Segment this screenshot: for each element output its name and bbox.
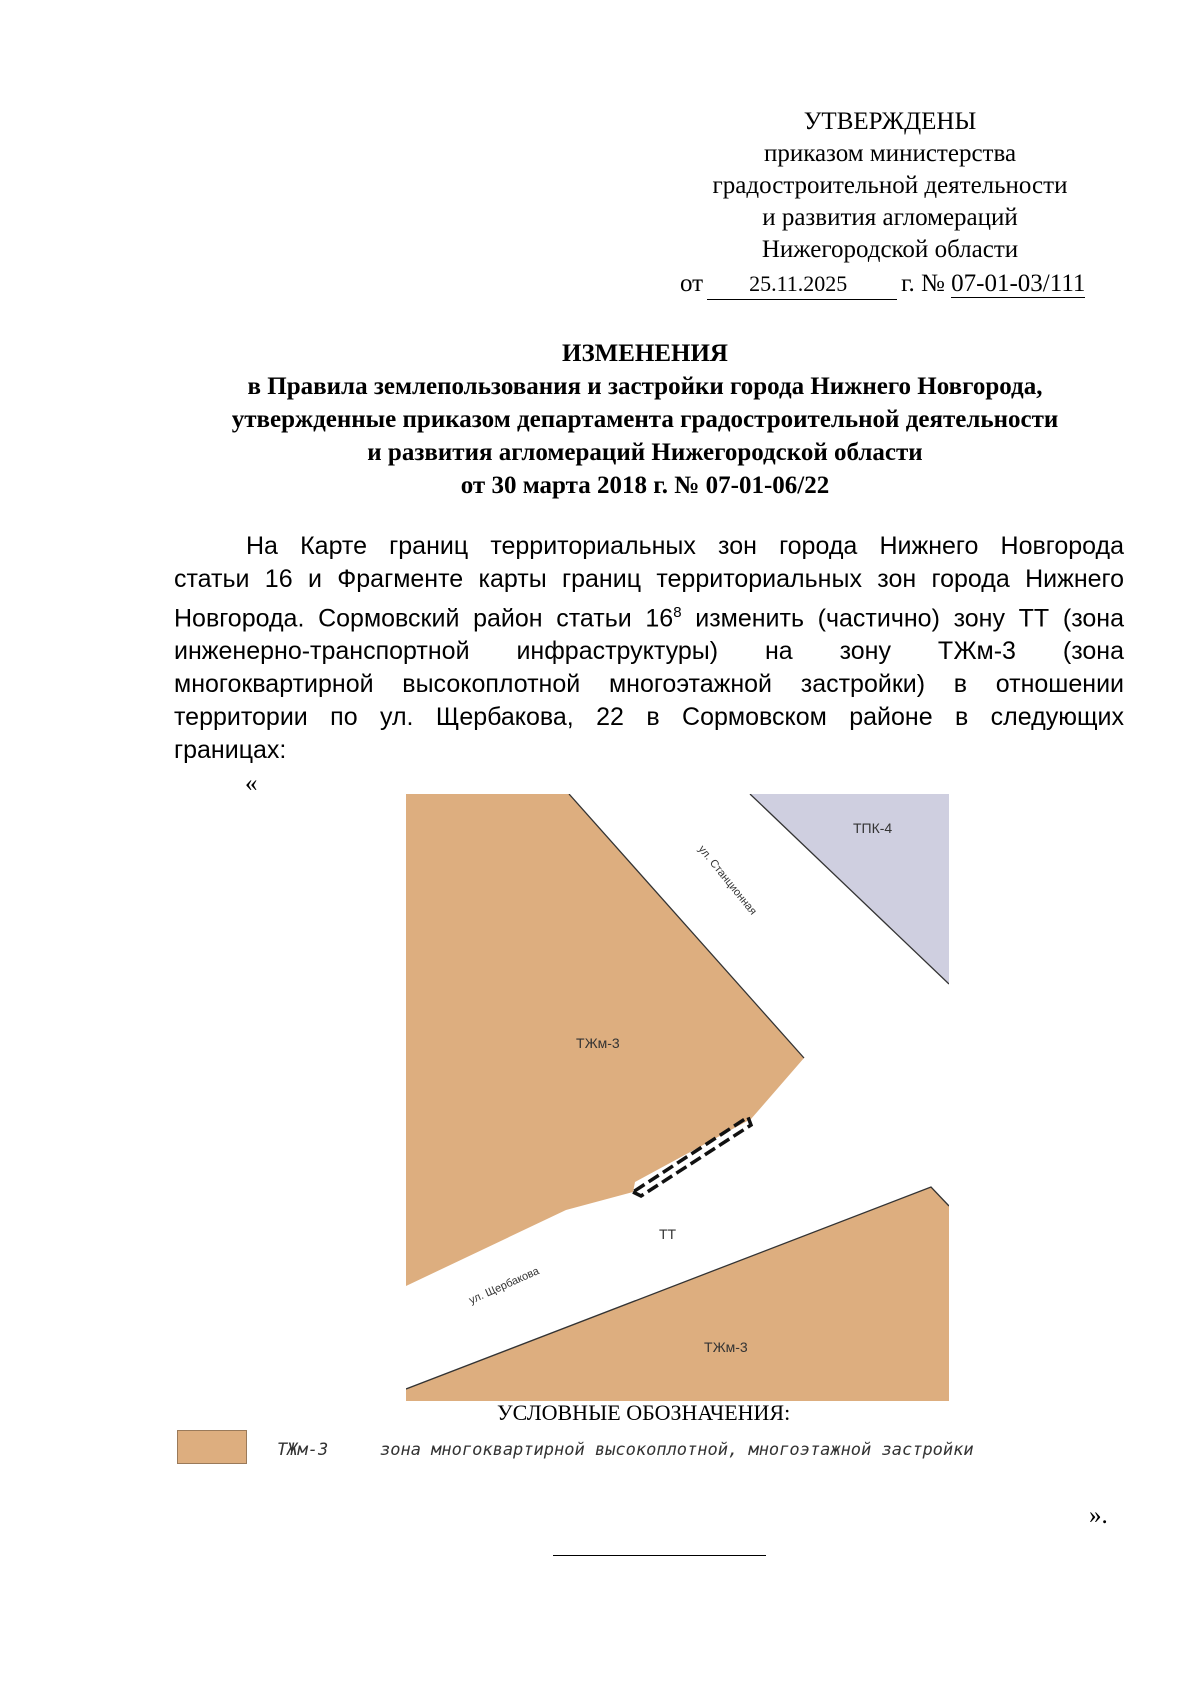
paragraph-line: На Карте границ территориальных зон города Нижнего Новгорода: [246, 532, 1124, 560]
legend-code: ТЖм-3: [277, 1440, 329, 1460]
paragraph-line: территории по ул. Щербакова, 22 в Сормовском районе в следующих: [174, 703, 1124, 732]
zone-map: [406, 794, 949, 1401]
approval-line: приказом министерства: [763, 140, 1017, 167]
closing-quote: ».: [1089, 1502, 1108, 1529]
opening-quote: «: [245, 770, 258, 797]
paragraph-line: многоквартирной высокоплотной многоэтажной застройки) в отношении: [174, 670, 1124, 699]
date-prefix: от: [680, 270, 704, 297]
label-tt: ТТ: [659, 1226, 677, 1242]
approval-date: 25.11.2025: [749, 271, 848, 296]
legend-title: УСЛОВНЫЕ ОБОЗНАЧЕНИЯ:: [497, 1400, 791, 1425]
date-blank: [707, 273, 897, 300]
title-line: от 30 марта 2018 г. № 07-01-06/22: [460, 472, 830, 499]
superscript: 8: [673, 604, 682, 621]
label-tpk4: ТПК-4: [853, 820, 893, 836]
title-heading: ИЗМЕНЕНИЯ: [562, 340, 728, 367]
paragraph-text: изменить (частично) зону ТТ (зона: [681, 604, 1124, 633]
approval-line: Нижегородской области: [761, 236, 1019, 263]
body-paragraph: [174, 530, 1124, 767]
label-tzhm3-lower: ТЖм-3: [704, 1339, 748, 1355]
end-rule: [553, 1555, 766, 1556]
approval-number: 07-01-03/111: [951, 270, 1086, 297]
label-tzhm3-upper: ТЖм-3: [576, 1035, 620, 1051]
legend-description: зона многоквартирной высокоплотной, многоэтажной застройки: [380, 1440, 974, 1460]
paragraph-line: статьи 16 и Фрагменте карты границ территориальных зон города Нижнего: [174, 565, 1124, 593]
legend-swatch: [177, 1430, 247, 1464]
approval-line: и развития агломераций: [762, 204, 1018, 231]
document-title: [120, 337, 1170, 502]
approval-date-line: [680, 268, 1085, 300]
street-shcherbakova: ул. Щербакова: [467, 1265, 542, 1307]
paragraph-line: [174, 596, 1124, 635]
title-line: утвержденные приказом департамента градостроительной деятельности: [231, 406, 1059, 433]
title-line: и развития агломераций Нижегородской области: [367, 439, 923, 466]
paragraph-line: границах:: [174, 736, 287, 765]
number-prefix: г. №: [901, 270, 945, 297]
approval-block: [640, 106, 1140, 266]
title-line: в Правила землепользования и застройки города Нижнего Новгорода,: [247, 373, 1043, 400]
approval-line: УТВЕРЖДЕНЫ: [803, 108, 977, 135]
paragraph-text: Новгорода. Сормовский район статьи 16: [174, 604, 674, 633]
paragraph-line: инженерно-транспортной инфраструктуры) на зону ТЖм-3 (зона: [174, 637, 1124, 666]
approval-line: градостроительной деятельности: [712, 172, 1068, 199]
street-stantsionnaya: ул. Станционная: [695, 843, 759, 918]
